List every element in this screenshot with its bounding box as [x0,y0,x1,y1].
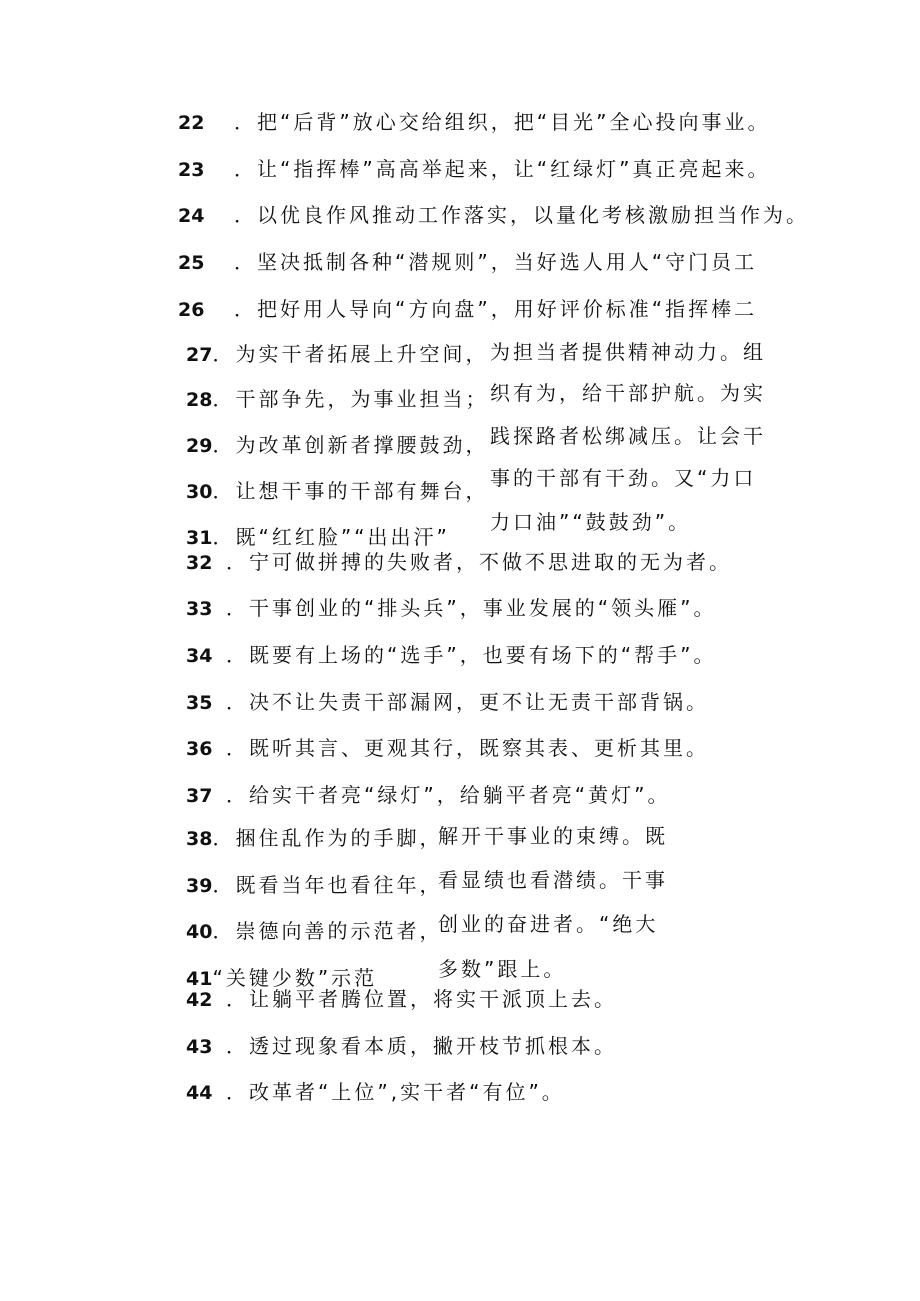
right-line-2: 织有为，给干部护航。为实 [490,381,766,405]
item-25 [178,246,757,278]
item-text: ．为改革创新者撑腰鼓劲， [212,433,489,457]
item-number: 37 [186,785,213,807]
item-24 [178,199,809,231]
item-44 [186,1076,565,1108]
item-31-clipped [186,521,476,549]
item-text: ．让躺平者腾位置，将实干派顶上去。 [226,987,617,1011]
item-40 [186,915,442,947]
item-43 [186,1030,617,1062]
item-number: 40 [186,921,213,943]
item-number: 27 [186,344,213,366]
item-text: ．既看当年也看往年， [212,873,443,897]
item-number: 32 [186,552,213,574]
item-33 [186,592,716,624]
item-text: “关键少数”示范 [212,966,378,990]
right-line-2: 看显绩也看潜绩。干事 [438,868,668,892]
right-line-3: 创业的奋进者。“绝大 [438,912,659,936]
item-29 [186,429,488,461]
item-text: ．以优良作风推动工作落实，以量化考核激励担当作为。 [234,203,809,227]
item-text: ．决不让失责干部漏网，更不让无责干部背锅。 [226,690,709,714]
item-number: 30 [186,481,213,503]
item-35 [186,686,709,718]
item-37 [186,779,670,811]
item-text: ．让想干事的干部有舞台， [212,479,489,503]
item-38 [186,822,442,854]
item-number: 33 [186,598,213,620]
item-number: 29 [186,435,213,457]
item-number: 34 [186,645,213,667]
item-number: 43 [186,1036,213,1058]
item-27 [186,338,488,370]
right-line-4: 事的干部有干劲。又“力口 [490,466,757,490]
item-36 [186,732,709,764]
item-32 [186,546,732,578]
item-number: 36 [186,738,213,760]
item-number: 41 [186,968,213,990]
item-number: 22 [178,112,205,134]
item-number: 35 [186,692,213,714]
item-number: 39 [186,875,213,897]
item-text: ．透过现象看本质，撇开枝节抓根本。 [226,1034,617,1058]
item-number: 23 [178,159,205,181]
item-number: 44 [186,1082,213,1104]
item-26 [178,293,757,325]
item-number: 28 [186,389,213,411]
item-22 [178,106,770,138]
item-text: ．既“红红脸”“出出汗” [212,525,450,549]
item-number: 31 [186,527,213,549]
item-text: ．把好用人导向“方向盘”，用好评价标准“指挥棒二 [234,297,758,321]
item-text: ．干事创业的“排头兵”，事业发展的“领头雁”。 [226,596,717,620]
right-line-4: 多数”跟上。 [438,957,567,981]
item-number: 24 [178,205,205,227]
item-text: ．让“指挥棒”高高举起来，让“红绿灯”真正亮起来。 [234,157,771,181]
right-line-3: 践探路者松绑减压。让会干 [490,424,766,448]
right-line-1: 解开干事业的束缚。既 [438,824,668,848]
item-28 [186,383,488,415]
right-line-1: 为担当者提供精神动力。组 [490,340,766,364]
item-text: ．宁可做拼搏的失败者，不做不思进取的无为者。 [226,550,732,574]
item-number: 42 [186,989,213,1011]
item-text: ．坚决抵制各种“潜规则”，当好选人用人“守门员工 [234,250,758,274]
item-text: ．既要有上场的“选手”，也要有场下的“帮手”。 [226,643,717,667]
item-text: ．把“后背”放心交给组织，把“目光”全心投向事业。 [234,110,771,134]
item-number: 25 [178,252,205,274]
item-42 [186,983,617,1015]
item-text: ．既听其言、更观其行，既察其表、更析其里。 [226,736,709,760]
item-text: ．干部争先，为事业担当； [212,387,489,411]
item-number: 26 [178,299,205,321]
item-text: ．为实干者拓展上升空间， [212,342,489,366]
item-number: 38 [186,828,213,850]
item-30 [186,475,488,507]
item-41-clipped [186,962,426,990]
item-34 [186,639,716,671]
item-text: ．改革者“上位”,实干者“有位”。 [226,1080,565,1104]
item-text: ．捆住乱作为的手脚， [212,826,443,850]
item-text: ．给实干者亮“绿灯”，给躺平者亮“黄灯”。 [226,783,671,807]
item-39 [186,869,442,901]
item-23 [178,153,770,185]
item-text: ．崇德向善的示范者， [212,919,443,943]
right-line-5: 力口油”“鼓鼓劲”。 [490,510,692,534]
